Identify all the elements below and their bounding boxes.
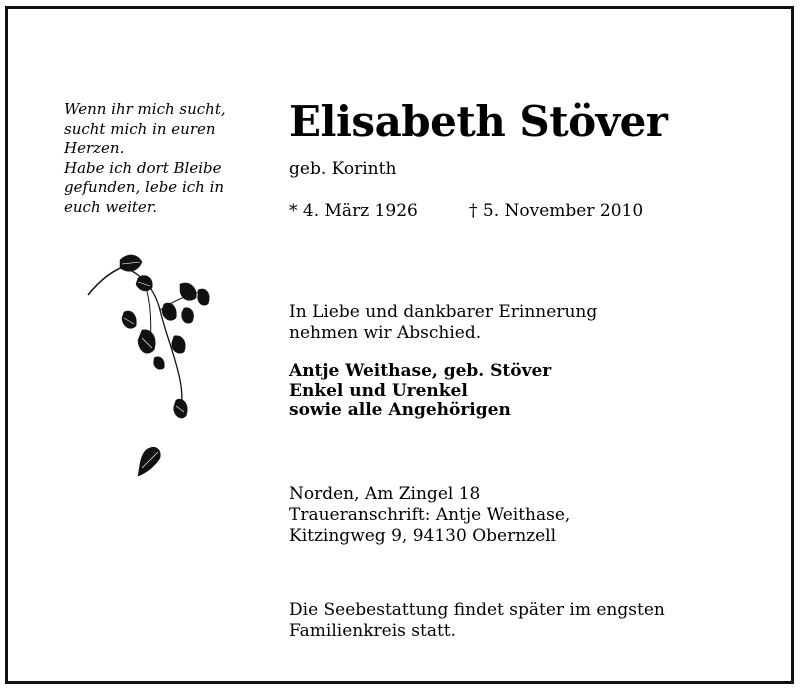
poem-line: sucht mich in euren (64, 119, 216, 138)
address-line: Kitzingweg 9, 94130 Obernzell (289, 526, 557, 546)
birth-date: * 4. März 1926 (289, 201, 418, 221)
life-dates (289, 200, 644, 222)
poem (64, 100, 274, 217)
farewell-text (289, 302, 597, 344)
address-line: Traueranschrift: Antje Weithase, (289, 505, 571, 525)
mourner-line: Enkel und Urenkel (289, 380, 468, 401)
poem-line: Wenn ihr mich sucht, (64, 100, 226, 118)
poem-line: gefunden, lebe ich in (64, 178, 225, 196)
burial-line: Die Seebestattung findet später im engsten (289, 600, 665, 620)
poem-line: euch weiter. (64, 197, 158, 216)
poem-line: Habe ich dort Bleibe (64, 158, 222, 177)
birch-branch-icon (80, 250, 220, 490)
burial-line: Familienkreis statt. (289, 621, 457, 641)
mourner-line: Antje Weithase, geb. Stöver (289, 361, 552, 381)
deceased-name: Elisabeth Stöver (289, 97, 668, 146)
maiden-name: geb. Korinth (289, 159, 397, 179)
address-block (289, 484, 570, 547)
farewell-line: In Liebe und dankbarer Erinnerung (289, 302, 598, 322)
address-line: Norden, Am Zingel 18 (289, 484, 481, 504)
death-date: † 5. November 2010 (469, 201, 644, 221)
mourner-line: sowie alle Angehörigen (289, 400, 511, 420)
mourners-list (289, 362, 551, 421)
farewell-line: nehmen wir Abschied. (289, 323, 482, 343)
burial-note (289, 600, 665, 642)
poem-line: Herzen. (64, 139, 125, 157)
